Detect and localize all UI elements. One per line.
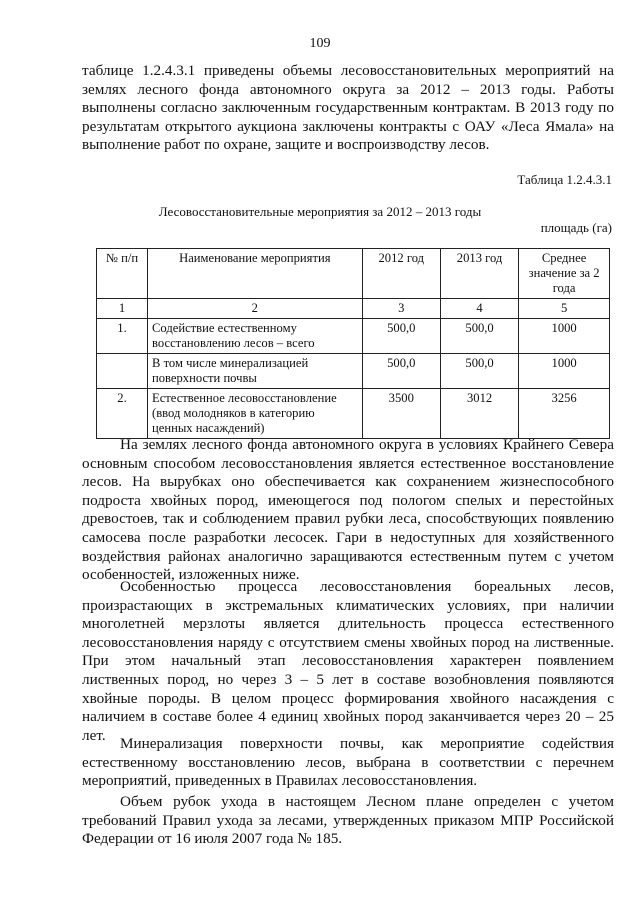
row-name-cell: Содействие естественному восстановлению лесов – всего <box>148 319 363 354</box>
value-2013-cell: 500,0 <box>440 354 518 389</box>
header-cell-2013: 2013 год <box>440 249 518 299</box>
column-number-cell: 1 <box>97 299 148 319</box>
table-column-numbers-row <box>97 299 610 319</box>
value-2012-cell: 500,0 <box>362 319 440 354</box>
value-2012-cell: 3500 <box>362 389 440 439</box>
row-name-cell: В том числе минерализацией поверхности почвы <box>148 354 363 389</box>
header-cell-average: Среднее значение за 2 года <box>519 249 610 299</box>
header-cell-name: Наименование мероприятия <box>148 249 363 299</box>
table-row <box>97 354 610 389</box>
body-paragraph: На землях лесного фонда автономного округа в условиях Крайнего Севера основным способом лесовосстановления является естественное восстановление лесов. На вырубках оно обеспечивается как сохранением жизнеспособного подроста хвойных пород, имеющегося под пологом спелых и перестойных древостоев, так и соблюдением правил рубки леса, способствующих появлению самосева после разработки лесосек. Гари в недоступных для хозяйственного воздействия районах аналогично заращиваются естественным путем с учетом особенностей, изложенных ниже. <box>82 436 614 584</box>
row-name-cell: Естественное лесовосстановление (ввод молодняков в категорию ценных насаждений) <box>148 389 363 439</box>
header-cell-2012: 2012 год <box>362 249 440 299</box>
table-row <box>97 389 610 439</box>
column-number-cell: 3 <box>362 299 440 319</box>
table-row <box>97 319 610 354</box>
column-number-cell: 5 <box>519 299 610 319</box>
page-number: 109 <box>309 36 331 51</box>
table-unit: площадь (га) <box>540 220 612 235</box>
body-paragraph: Особенностью процесса лесовосстановления бореальных лесов, произрастающих в экстремальных климатических условиях, при наличии многолетней мерзлоты является длительность процесса естественного лесовосстановления наряду с отсутствием смены хвойных пород на лиственные. При этом начальный этап лесовосстановления характерен появлением лиственных пород, но через 3 – 5 лет в составе возобновления появляются хвойные породы. В целом процесс формирования хвойного насаждения с наличием в составе более 4 единиц хвойных пород заканчивается через 20 – 25 лет. <box>82 578 614 744</box>
value-average-cell: 1000 <box>519 319 610 354</box>
row-number-cell: 2. <box>97 389 148 439</box>
row-number-cell <box>97 354 148 389</box>
column-number-cell: 2 <box>148 299 363 319</box>
value-average-cell: 1000 <box>519 354 610 389</box>
value-2012-cell: 500,0 <box>362 354 440 389</box>
reforestation-table <box>96 248 610 439</box>
header-cell-number: № п/п <box>97 249 148 299</box>
table-title: Лесовосстановительные мероприятия за 2012 – 2013 годы <box>158 204 482 219</box>
table-header-row <box>97 249 610 299</box>
body-paragraph: Объем рубок ухода в настоящем Лесном плане определен с учетом требований Правил ухода за лесами, утвержденных приказом МПР Российской Федерации от 16 июля 2007 года № 185. <box>82 793 614 848</box>
column-number-cell: 4 <box>440 299 518 319</box>
body-paragraph: Минерализация поверхности почвы, как мероприятие содействия естественному восстановлению лесов, выбрана в соответствии с перечнем мероприятий, приведенных в Правилах лесовосстановления. <box>82 735 614 790</box>
table-label: Таблица 1.2.4.3.1 <box>517 172 612 187</box>
row-number-cell: 1. <box>97 319 148 354</box>
value-2013-cell: 500,0 <box>440 319 518 354</box>
value-average-cell: 3256 <box>519 389 610 439</box>
intro-paragraph: таблице 1.2.4.3.1 приведены объемы лесовосстановительных мероприятий на землях лесного фонда автономного округа за 2012 – 2013 годы. Работы выполнены согласно заключенным государственным контрактам. В 2013 году по результатам открытого аукциона заключены контракты с ОАУ «Леса Ямала» на выполнение работ по охране, защите и воспроизводству лесов. <box>82 62 614 154</box>
value-2013-cell: 3012 <box>440 389 518 439</box>
